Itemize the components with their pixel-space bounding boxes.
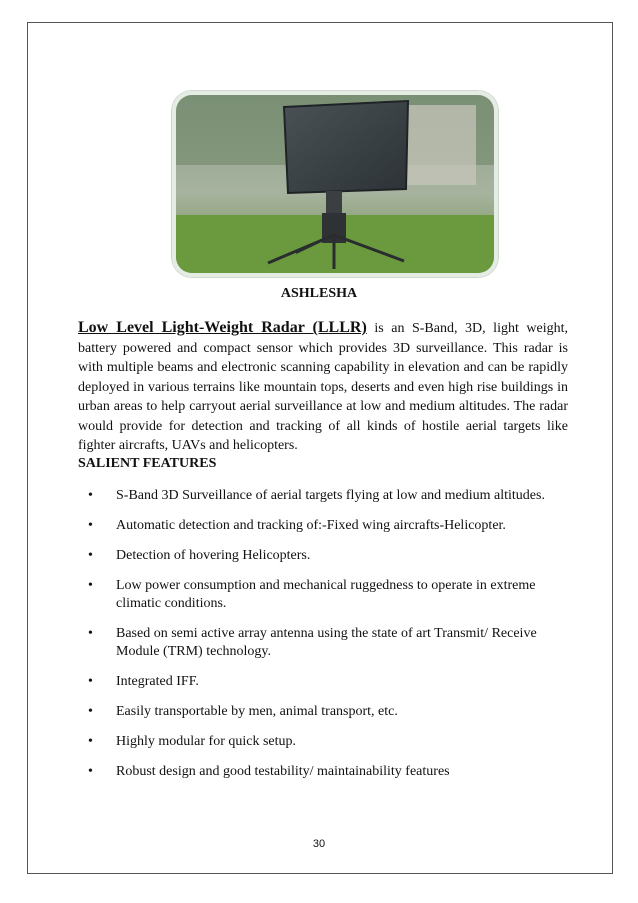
- feature-text: Automatic detection and tracking of:-Fixed wing aircrafts-Helicopter.: [116, 518, 506, 533]
- list-item: [88, 517, 548, 535]
- page-number: 30: [312, 838, 326, 850]
- bullet-icon: •: [88, 548, 93, 563]
- bullet-icon: •: [88, 674, 93, 689]
- list-item: [88, 487, 548, 505]
- feature-text: Low power consumption and mechanical ruggedness to operate in extreme climatic conditions.: [116, 578, 536, 611]
- bullet-icon: •: [88, 578, 93, 593]
- list-item: [88, 577, 548, 613]
- feature-text: Easily transportable by men, animal transport, etc.: [116, 704, 398, 719]
- radar-photo-image: [176, 95, 494, 273]
- intro-body: is an S-Band, 3D, light weight, battery powered and compact sensor which provides 3D surveillance. This radar is with multiple beams and electronic scanning capability in elevation and can be rapidly deployed in various terrains like mountain tops, deserts and even high rise buildings in urban areas to help carryout aerial surveillance at low and medium altitudes. The radar would provide for detection and tracking of all kinds of hostile aerial targets like fighter aircrafts, UAVs and helicopters.: [78, 321, 569, 453]
- feature-text: Robust design and good testability/ maintainability features: [116, 764, 450, 779]
- feature-text: Integrated IFF.: [116, 674, 199, 689]
- radar-name: Low Level Light-Weight Radar (LLLR): [78, 319, 367, 336]
- feature-text: Detection of hovering Helicopters.: [116, 548, 311, 563]
- bullet-icon: •: [88, 734, 93, 749]
- list-item: [88, 763, 548, 781]
- bullet-icon: •: [88, 704, 93, 719]
- features-list: [88, 487, 548, 781]
- features-heading: SALIENT FEATURES: [78, 456, 217, 471]
- list-item: [88, 703, 548, 721]
- feature-text: Based on semi active array antenna using the state of art Transmit/ Receive Module (TRM) technology.: [116, 626, 537, 659]
- bullet-icon: •: [88, 764, 93, 779]
- bullet-icon: •: [88, 488, 93, 503]
- list-item: [88, 625, 548, 661]
- intro-paragraph: [78, 318, 568, 456]
- bullet-icon: •: [88, 626, 93, 641]
- list-item: [88, 733, 548, 751]
- image-caption: ASHLESHA: [280, 286, 358, 301]
- feature-text: Highly modular for quick setup.: [116, 734, 297, 749]
- bullet-icon: •: [88, 518, 93, 533]
- feature-text: S-Band 3D Surveillance of aerial targets flying at low and medium altitudes.: [116, 488, 545, 503]
- list-item: [88, 547, 548, 565]
- radar-photo: [172, 91, 498, 277]
- list-item: [88, 673, 548, 691]
